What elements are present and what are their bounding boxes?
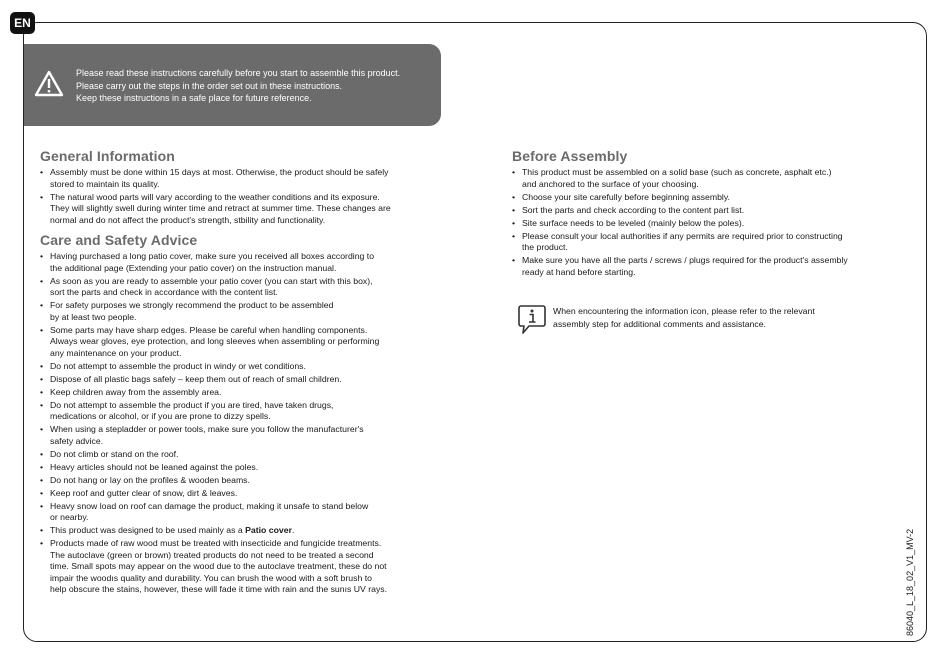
list-item-line: normal and do not affect the product's strength, stbility and functionality.	[50, 214, 326, 225]
list-item-line: • Do not hang or lay on the profiles & wooden beams.	[50, 474, 250, 485]
warning-triangle-icon	[34, 69, 64, 99]
list-item	[512, 192, 892, 204]
info-note-line: When encountering the information icon, please refer to the relevant	[553, 306, 815, 316]
list-item	[512, 231, 892, 254]
list-item-line: time. Small spots may appear on the wood due to the autoclave treatment, these do not	[50, 561, 387, 571]
list-item-line: They will slightly swell during winter time and retract at summer time. These changes are	[50, 203, 391, 213]
list-item-line: the additional page (Extending your patio cover) on the instruction manual.	[50, 262, 337, 273]
list-item	[40, 424, 440, 447]
list-item	[512, 218, 892, 230]
document-code: 86040_L_18_02_V1_MV-2	[905, 528, 915, 636]
list-item	[40, 276, 440, 299]
list-item-line: • Please consult your local authorities if any permits are required prior to constructing	[522, 230, 843, 241]
list-item-line: • Heavy snow load on roof can damage the product, making it unsafe to stand below	[50, 500, 369, 511]
list-item-line: • Site surface needs to be leveled (mainly below the poles).	[522, 217, 745, 228]
list-item-line: or nearby.	[50, 512, 89, 522]
list-item-line: • Heavy articles should not be leaned against the poles.	[50, 461, 259, 472]
list-item	[40, 400, 440, 423]
general-information-title: General Information	[40, 148, 175, 164]
list-item-line: • Do not attempt to assemble the product if you are tired, have taken drugs,	[50, 399, 334, 410]
list-item	[40, 300, 440, 323]
list-item-line: • Assembly must be done within 15 days at most. Otherwise, the product should be safely	[50, 167, 389, 177]
right-column	[512, 148, 892, 280]
list-item	[40, 462, 440, 474]
list-item-line: by at least two people.	[50, 311, 137, 322]
notice-text	[76, 67, 400, 105]
care-safety-title: Care and Safety Advice	[40, 232, 198, 248]
notice-line: Please read these instructions carefully before you start to assemble this product.	[76, 68, 401, 78]
before-assembly-title: Before Assembly	[512, 148, 628, 164]
before-assembly-list	[512, 167, 892, 278]
list-item	[40, 251, 440, 274]
list-item-line: stored to maintain its quality.	[50, 178, 160, 189]
list-item	[40, 525, 440, 537]
list-item	[512, 167, 892, 190]
list-item	[40, 501, 440, 524]
list-item-line: • Sort the parts and check according to the content part list.	[522, 204, 745, 215]
list-item-line: • Dispose of all plastic bags safely – keep them out of reach of small children.	[50, 373, 342, 384]
list-item-line: • This product must be assembled on a solid base (such as concrete, asphalt etc.)	[522, 167, 832, 177]
list-item	[40, 449, 440, 461]
general-information-list	[40, 167, 440, 226]
list-item	[512, 205, 892, 217]
list-item-line: • As soon as you are ready to assemble your patio cover (you can start with this box),	[50, 275, 373, 286]
list-item-line: • Do not climb or stand on the roof.	[50, 448, 179, 459]
list-item-line: any maintenance on your product.	[50, 347, 182, 358]
list-item-line: Always wear gloves, eye protection, and long sleeves when assembling or performing	[50, 336, 380, 346]
list-item-line: impair the woodıs quality and durability. You can brush the wood with a soft brush to	[50, 572, 372, 583]
list-item	[40, 475, 440, 487]
list-item-line: • Choose your site carefully before beginning assembly.	[522, 191, 730, 202]
list-item	[40, 167, 440, 190]
list-item	[40, 387, 440, 399]
list-item-line: and anchored to the surface of your choosing.	[522, 178, 699, 189]
list-item-line: • The natural wood parts will vary according to the weather conditions and its exposure.	[50, 191, 380, 202]
list-item-line: • Products made of raw wood must be treated with insecticide and fungicide treatments.	[50, 538, 382, 548]
list-item-line: • This product was designed to be used mainly as a Patio cover.	[50, 525, 295, 535]
list-item-line: the product.	[522, 242, 568, 252]
info-note-text	[553, 305, 815, 330]
list-item-line: • Some parts may have sharp edges. Please be careful when handling components.	[50, 324, 368, 335]
list-item-line: safety advice.	[50, 435, 104, 446]
list-item	[40, 488, 440, 500]
list-item-line: help obscure the stains, however, these will fade it time with rain and the sunıs UV rays.	[50, 584, 388, 594]
list-item-line: • Make sure you have all the parts / screws / plugs required for the product's assembly	[522, 255, 848, 265]
info-speech-icon	[517, 304, 547, 336]
list-item-line: ready at hand before starting.	[522, 266, 636, 277]
list-item-line: • When using a stepladder or power tools, make sure you follow the manufacturer's	[50, 424, 364, 434]
notice-box	[24, 44, 441, 126]
list-item-line: • For safety purposes we strongly recommend the product to be assembled	[50, 300, 334, 310]
list-item	[40, 374, 440, 386]
info-note-line: assembly step for additional comments and assistance.	[553, 318, 766, 329]
list-item	[40, 538, 440, 596]
emphasis-text: Patio cover	[245, 525, 292, 535]
list-item	[40, 325, 440, 360]
care-safety-list	[40, 251, 440, 596]
list-item-line: • Having purchased a long patio cover, make sure you received all boxes according to	[50, 251, 375, 261]
list-item-line: • Do not attempt to assemble the product in windy or wet conditions.	[50, 360, 306, 371]
list-item-line: sort the parts and check in accordance with the content list.	[50, 287, 278, 297]
left-column	[40, 148, 440, 597]
notice-line: Please carry out the steps in the order set out in these instructions.	[76, 80, 343, 91]
list-item	[40, 361, 440, 373]
language-badge: EN	[10, 12, 35, 34]
list-item-line: • Keep children away from the assembly area.	[50, 386, 222, 397]
list-item-line: • Keep roof and gutter clear of snow, dirt & leaves.	[50, 487, 238, 498]
list-item-line: medications or alcohol, or if you are prone to dizzy spells.	[50, 411, 271, 421]
list-item-line: The autoclave (green or brown) treated products do not need to be treated a second	[50, 549, 374, 560]
list-item	[40, 192, 440, 227]
notice-line: Keep these instructions in a safe place for future reference.	[76, 93, 312, 103]
list-item	[512, 255, 892, 278]
